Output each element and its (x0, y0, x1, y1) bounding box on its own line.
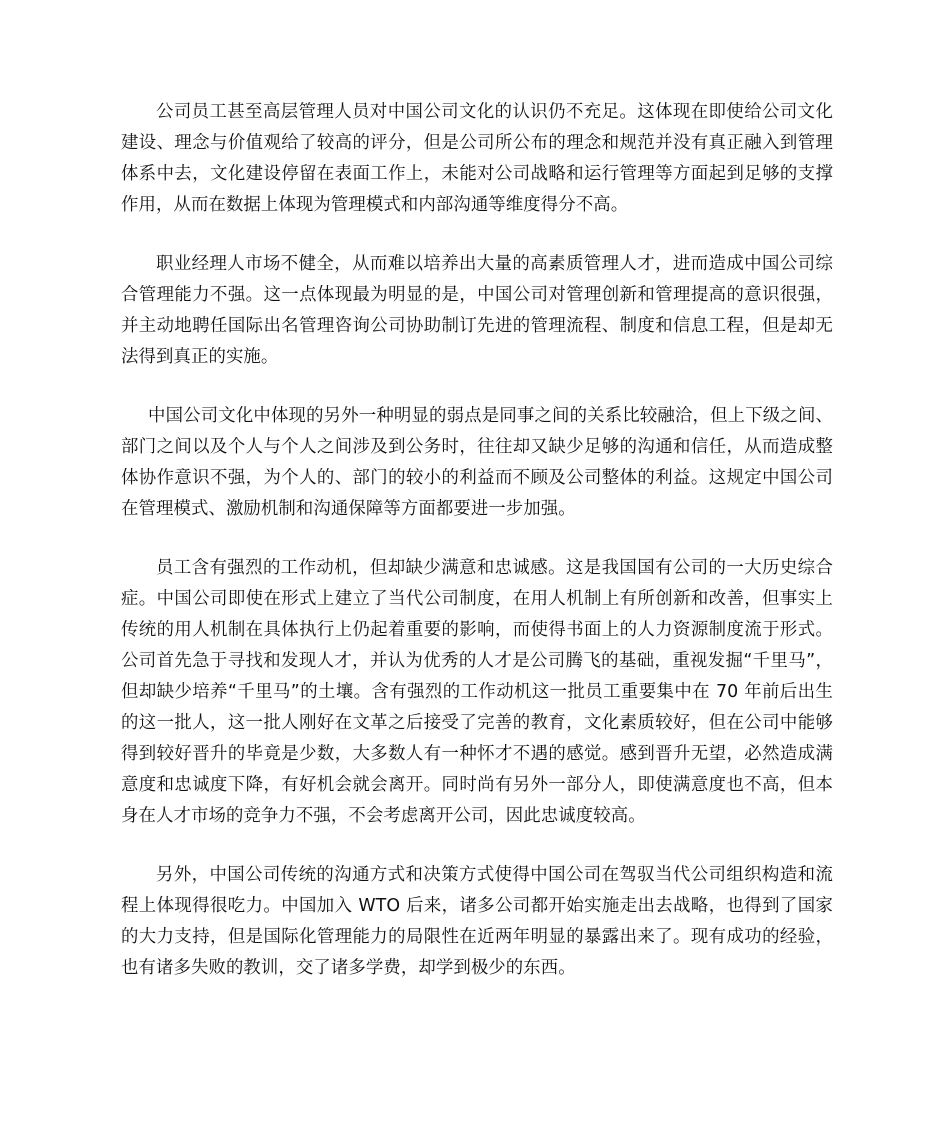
paragraph-communication-weakness: 中国公司文化中体现的另外一种明显的弱点是同事之间的关系比较融洽，但上下级之间、部门之间以及个人与个人之间涉及到公务时，往往却又缺少足够的沟通和信任，从而造成整体协作意识不强，为个人的、部门的较小的利益而不顾及公司整体的利益。这规定中国公司在管理模式、激励机制和沟通保障等方面都要进一步加强。 (121, 406, 833, 519)
paragraph-employee-motivation: 员工含有强烈的工作动机，但却缺少满意和忠诚感。这是我国国有公司的一大历史综合症。中国公司即使在形式上建立了当代公司制度，在用人机制上有所创新和改善，但事实上传统的用人机制在具体执行上仍起着重要的影响，而使得书面上的人力资源制度流于形式。公司首先急于寻找和发现人才，并认为优秀的人才是公司腾飞的基础，重视发掘“千里马”，但却缺少培养“千里马”的土壤。含有强烈的工作动机这一批员工重要集中在 70 年前后出生的这一批人，这一批人刚好在文革之后接受了完善的教育，文化素质较好，但在公司中能够得到较好晋升的毕竟是少数，大多数人有一种怀才不遇的感觉。感到晋升无望，必然造成满意度和忠诚度下降，有好机会就会离开。同时尚有另外一部分人，即使满意度也不高，但本身在人才市场的竞争力不强，不会考虑离开公司，因此忠诚度较高。 (121, 558, 833, 826)
paragraph-decision-style: 另外，中国公司传统的沟通方式和决策方式使得中国公司在驾驭当代公司组织构造和流程上体现得很吃力。中国加入 WTO 后来，诸多公司都开始实施走出去战略，也得到了国家的大力支持，但是国际化管理能力的局限性在近两年明显的暴露出来了。现有成功的经验，也有诸多失败的教训，交了诸多学费，却学到极少的东西。 (121, 865, 833, 978)
document-page (121, 97, 833, 1012)
paragraph-manager-market: 职业经理人市场不健全，从而难以培养出大量的高素质管理人才，进而造成中国公司综合管理能力不强。这一点体现最为明显的是，中国公司对管理创新和管理提高的意识很强，并主动地聘任国际出名管理咨询公司协助制订先进的管理流程、制度和信息工程，但是却无法得到真正的实施。 (121, 254, 833, 367)
paragraph-culture-awareness: 公司员工甚至高层管理人员对中国公司文化的认识仍不充足。这体现在即使给公司文化建设、理念与价值观给了较高的评分，但是公司所公布的理念和规范并没有真正融入到管理体系中去，文化建设停留在表面工作上，未能对公司战略和运行管理等方面起到足够的支撑作用，从而在数据上体现为管理模式和内部沟通等维度得分不高。 (121, 102, 833, 215)
